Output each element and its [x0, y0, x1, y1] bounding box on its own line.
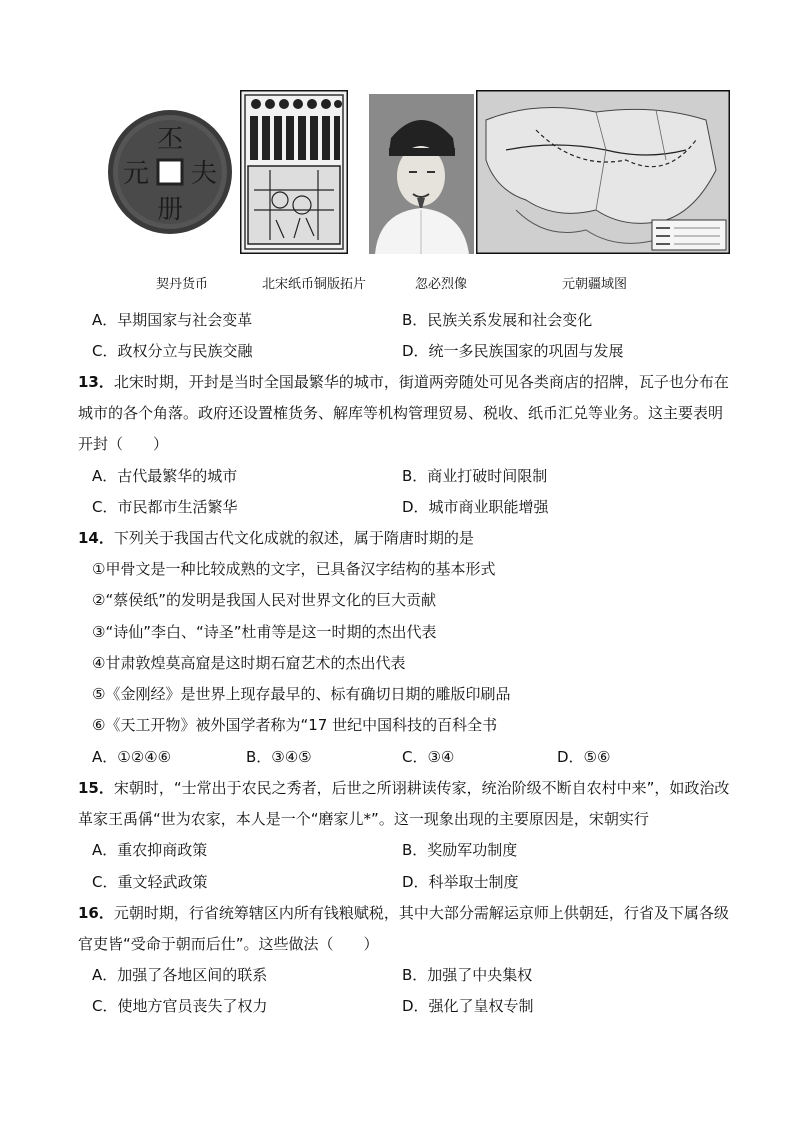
- coin-char-right: 夫: [190, 159, 218, 189]
- coin-char-top: 丕: [156, 125, 184, 155]
- q16-stem-line-2: 官吏皆“受命于朝而后仕”。这些做法（ ）: [78, 935, 379, 953]
- q14-statement-3: ③“诗仙”李白、“诗圣”杜甫等是这一时期的杰出代表: [92, 623, 437, 641]
- yuan-territory-map-image: [476, 90, 730, 254]
- q15-stem-line-2: 革家王禹偁“世为农家，本人是一个“磨家儿*”。这一现象出现的主要原因是，宋朝实行: [78, 810, 649, 828]
- q12-option-a: A．早期国家与社会变革: [92, 311, 253, 329]
- map-caption: 元朝疆域图: [562, 277, 628, 292]
- q13-stem-line-1: [78, 372, 729, 392]
- northern-song-banknote-image: [240, 90, 348, 254]
- q16-stem-line-1: [78, 903, 729, 923]
- portrait-caption: 忽必烈像: [415, 277, 468, 292]
- q15-option-b: B．奖励军功制度: [402, 841, 518, 859]
- q16-option-c: C．使地方官员丧失了权力: [92, 997, 268, 1015]
- q14-option-b: B．③④⑤: [246, 748, 312, 766]
- q14-option-c: C．③④: [402, 748, 455, 766]
- q14-statement-5: ⑤《金刚经》是世界上现存最早的、标有确切日期的雕版印刷品: [92, 685, 511, 703]
- q14-stem: [78, 528, 474, 548]
- q13-option-a: A．古代最繁华的城市: [92, 467, 238, 485]
- coin-char-left: 元: [122, 159, 150, 189]
- q15-number: 15．: [78, 779, 114, 797]
- q13-option-c: C．市民都市生活繁华: [92, 498, 238, 516]
- q16-option-b: B．加强了中央集权: [402, 966, 533, 984]
- q14-option-a: A．①②④⑥: [92, 748, 172, 766]
- kublai-khan-portrait-image: [369, 94, 474, 254]
- q16-option-a: A．加强了各地区间的联系: [92, 966, 268, 984]
- q15-option-a: A．重农抑商政策: [92, 841, 208, 859]
- q14-statement-4: ④甘肃敦煌莫高窟是这时期石窟艺术的杰出代表: [92, 654, 406, 672]
- q12-option-c: C．政权分立与民族交融: [92, 342, 253, 360]
- q16-option-d: D．强化了皇权专制: [402, 997, 534, 1015]
- q13-stem-line-3: 开封（ ）: [78, 435, 169, 453]
- q15-text-1: 宋朝时，“士常出于农民之秀者，后世之所诩耕读传家，统治阶级不断自农村中来”，如政治改: [113, 779, 730, 797]
- q14-statement-1: ①甲骨文是一种比较成熟的文字，已具备汉字结构的基本形式: [92, 560, 496, 578]
- q14-text: 下列关于我国古代文化成就的叙述，属于隋唐时期的是: [113, 529, 474, 547]
- q15-stem-line-1: [78, 778, 729, 798]
- q12-option-b: B．民族关系发展和社会变化: [402, 311, 593, 329]
- q13-option-b: B．商业打破时间限制: [402, 467, 548, 485]
- coin-caption: 契丹货币: [156, 277, 209, 292]
- q13-option-d: D．城市商业职能增强: [402, 498, 549, 516]
- q12-option-d: D．统一多民族国家的巩固与发展: [402, 342, 624, 360]
- q15-option-c: C．重文轻武政策: [92, 873, 208, 891]
- khitan-coin-image: [106, 108, 234, 236]
- coin-char-bottom: 册: [156, 195, 184, 225]
- banknote-caption: 北宋纸币铜版拓片: [262, 277, 367, 292]
- q13-text-1: 北宋时期，开封是当时全国最繁华的城市，街道两旁随处可见各类商店的招牌，瓦子也分布在: [113, 373, 729, 391]
- q16-number: 16．: [78, 904, 114, 922]
- q15-option-d: D．科举取士制度: [402, 873, 519, 891]
- q14-statement-2: ②“蔡侯纸”的发明是我国人民对世界文化的巨大贡献: [92, 591, 436, 609]
- q13-stem-line-2: 城市的各个角落。政府还设置榷货务、解库等机构管理贸易、税收、纸币汇兑等业务。这主要表明: [78, 404, 724, 422]
- q14-number: 14．: [78, 529, 114, 547]
- figure-row: [0, 88, 794, 258]
- q14-option-d: D．⑤⑥: [557, 748, 611, 766]
- q14-statement-6: ⑥《天工开物》被外国学者称为“17 世纪中国科技的百科全书: [92, 716, 498, 734]
- q16-text-1: 元朝时期，行省统筹辖区内所有钱粮赋税，其中大部分需解运京师上供朝廷，行省及下属各级: [113, 904, 729, 922]
- q13-number: 13．: [78, 373, 114, 391]
